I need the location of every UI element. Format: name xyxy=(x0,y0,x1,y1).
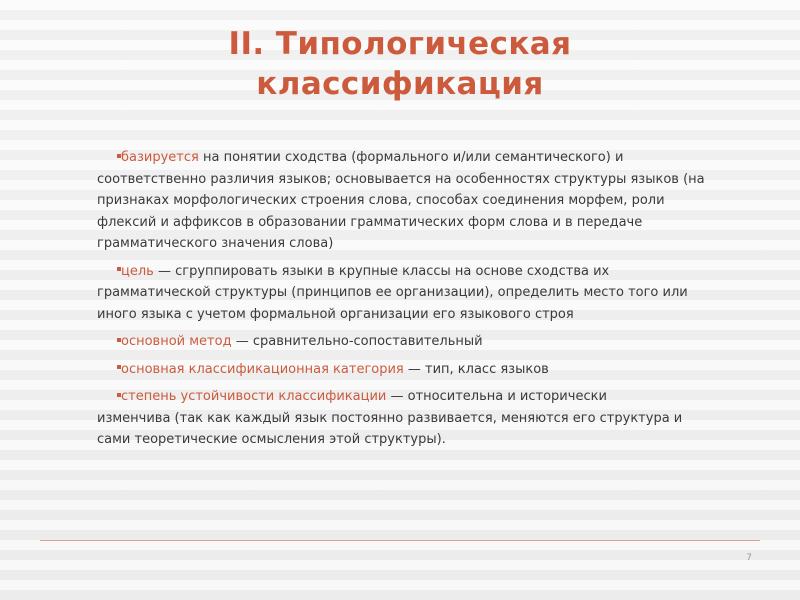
bullet-list xyxy=(97,147,717,457)
list-item xyxy=(97,359,717,381)
list-item-first-line xyxy=(97,147,717,169)
list-item-key: основная классификационная категория xyxy=(121,361,404,377)
list-item-continuation: изменчива (так как каждый язык постоянно развивается, меняются его структура и сами теоретические осмысления этой структуры). xyxy=(97,410,683,447)
list-item-continuation: грамматической структуры (принципов ее организации), определить место того или иного языка с учетом формальной организации его языкового строя xyxy=(97,285,688,322)
list-item-first-line xyxy=(97,359,717,381)
list-item-text: — сравнительно-сопоставительный xyxy=(231,334,483,349)
list-item-text: — сгруппировать языки в крупные классы на основе сходства их xyxy=(153,263,610,279)
list-item-key: цель xyxy=(121,263,154,279)
list-item-continuation: соответственно различия языков; основывается на особенностях структуры языков (на признаках морфологических строения слова, способах соединения морфем, роли флексий и аффиксов в образовании грамматических форм слова и в передаче грамматического значения слова) xyxy=(97,171,705,251)
list-item xyxy=(97,261,717,326)
list-item-text: на понятии сходства (формального и/или семантического) и xyxy=(198,150,624,165)
footer-divider xyxy=(40,540,760,541)
list-item xyxy=(97,386,717,451)
list-item-first-line xyxy=(97,386,717,408)
title-line-1: II. Типологическая xyxy=(228,26,572,62)
list-item xyxy=(97,147,717,255)
list-item-first-line xyxy=(97,331,717,353)
bullet-icon xyxy=(117,365,121,369)
title-line-2: классификация xyxy=(256,66,544,102)
bullet-icon xyxy=(117,338,121,342)
list-item xyxy=(97,331,717,353)
list-item-text: — тип, класс языков xyxy=(403,361,549,377)
slide-title xyxy=(0,24,800,104)
list-item-first-line xyxy=(97,261,717,283)
bullet-icon xyxy=(117,154,121,158)
list-item-key: степень устойчивости классификации xyxy=(121,389,387,404)
list-item-key: основной метод xyxy=(121,334,232,349)
bullet-icon xyxy=(117,267,121,271)
bullet-icon xyxy=(117,393,121,397)
list-item-text: — относительна и исторически xyxy=(386,389,607,404)
page-number: 7 xyxy=(746,553,752,563)
list-item-key: базируется xyxy=(121,150,199,165)
